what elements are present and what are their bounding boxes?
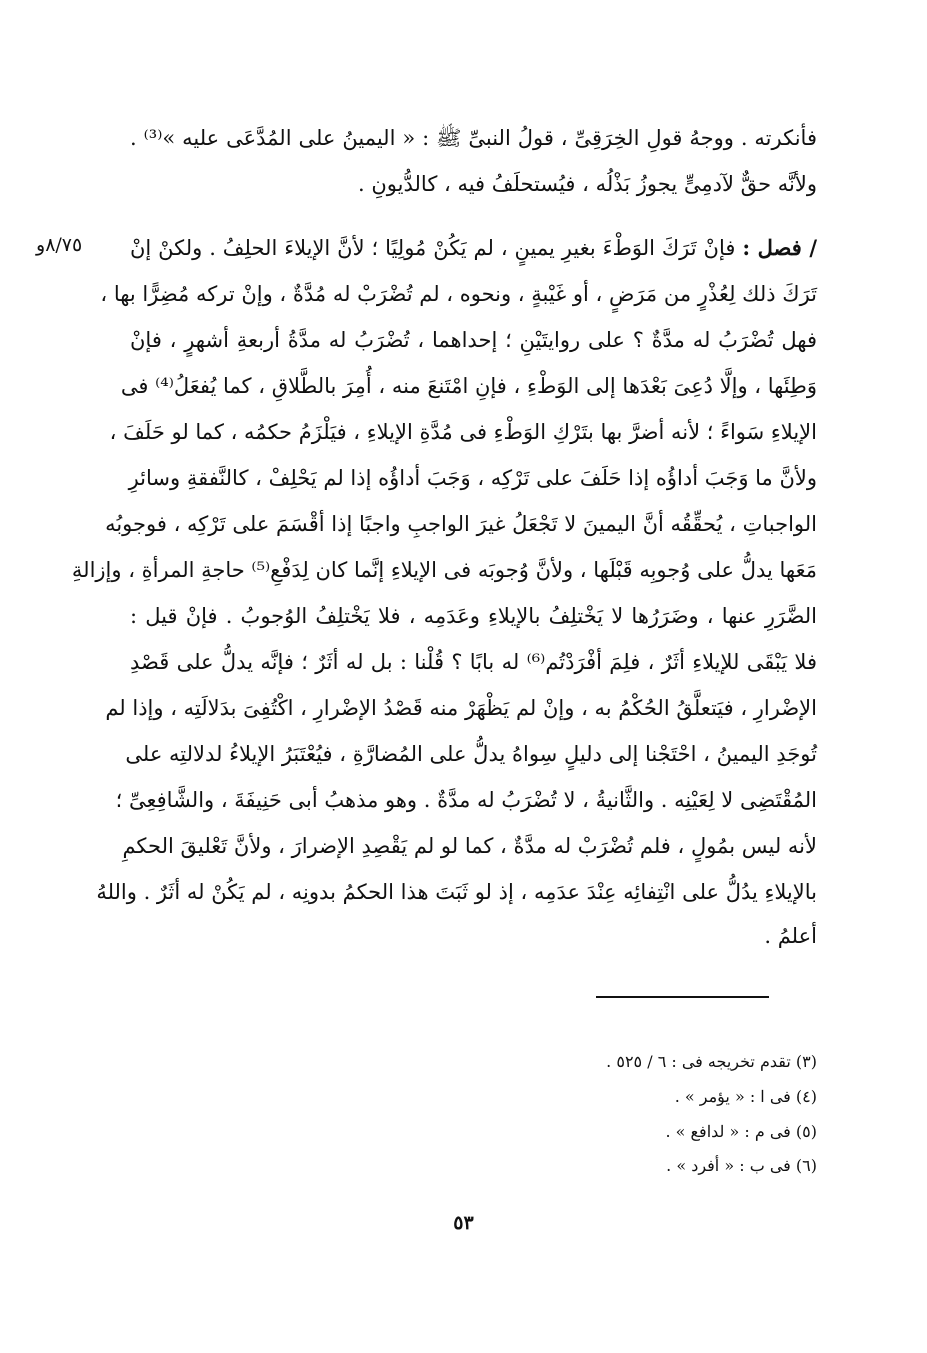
text-line: تَرَكَ ذلك لِعُذْرٍ من مَرَضٍ ، أو غَيْبةٍ ، ونحوه ، لم تُضْرَبْ له مُدَّةٌ ، وإنْ تركه مُضِرًّا بها ، — [100, 282, 817, 306]
text-line: الإيلاءِ سَواءً ؛ لأنه أضرَّ بها بتَرْكِ الوَطْءِ فى مُدَّةِ الإيلاءِ ، فيَلْزَمُ حكمُه ، كما لو حَلَفَ ، — [109, 420, 817, 444]
text-line: ولأنَّه حقٌّ لآدمِىٍّ يجوزُ بَذْلُه ، فيُستحلَفُ فيه ، كالدُّيونِ . — [358, 172, 817, 196]
text-line: فأنكرته . ووجهُ قولِ الخِرَقِىِّ ، قولُ النبىِّ ﷺ : « اليمينُ على المُدَّعَى عليه »⁽³⁾ . — [130, 126, 817, 150]
text-line: المُقْتَضِى لا لِعَيْنِه . والثَّانيةُ ، لا تُضْرَبُ له مدَّةٌ . وهو مذهبُ أبى حَنِيفَةَ ، والشَّافِعِىِّ ؛ — [115, 788, 817, 812]
footnote-divider — [596, 996, 769, 998]
text-line: أعلمُ . — [764, 924, 817, 948]
text-line: مَعَها يدلُّ على وُجوبِه قَبْلَها ، ولأنَّ وُجوبَه فى الإيلاءِ إنَّما كان لِدَفْعِ⁽⁵⁾ حاجةِ المرأةِ ، وإزالةِ — [71, 558, 817, 582]
marginal-note: ٨/٧٥و — [36, 234, 83, 256]
footnote: (٥) فى م : « لدافع » . — [665, 1122, 817, 1141]
text-line: فإنْ تَرَكَ الوَطْءَ بغيرِ يمينٍ ، لم يَكُنْ مُولِيًا ؛ لأنَّ الإيلاءَ الحلِفُ . ولكنْ إنْ — [130, 236, 736, 260]
page-number: ٥٣ — [453, 1212, 474, 1234]
footnote: (٣) تقدم تخريجه فى : ٦ / ٥٢٥ . — [606, 1052, 817, 1071]
text-line: الضَّرَرِ عنها ، وضَرَرُها لا يَخْتلِفُ بالإيلاءِ وعَدَمِه ، فلا يَخْتلِفُ الوُجوبُ . فإنْ قيل : — [130, 604, 817, 628]
section-heading: / فصل : — [742, 235, 817, 260]
text-line: لأنه ليس بمُولٍ ، فلم تُضْرَبْ له مدَّةٌ ، كما لو لم يَقْصِدِ الإضرارَ ، ولأنَّ تَعْليقَ الحكمِ — [122, 834, 817, 858]
section-first-line — [130, 232, 817, 264]
text-line: تُوجَدِ اليمينُ ، احْتَجْنا إلى دليلٍ سِواهُ يدلُّ على المُضارَّةِ ، فيُعْتَبَرُ الإيلاءُ لدلالتِه على — [125, 742, 817, 766]
text-line: فهل تُضْرَبُ له مدَّةٌ ؟ على روايتَيْنِ ؛ إحداهما ، تُضْرَبُ له مدَّةُ أربعةِ أشهرٍ ، فإنْ — [130, 328, 817, 352]
footnote: (٤) فى ا : « يؤمر » . — [674, 1087, 817, 1106]
text-line: الواجباتِ ، يُحقِّقُه أنَّ اليمينَ لا تَجْعَلُ غيرَ الواجبِ واجبًا إذا أقْسَمَ على تَرْكِه ، فوجوبُه — [105, 512, 817, 536]
text-line: فلا يَبْقَى للإيلاءِ أثَرٌ ، فلِمَ أفْرَدْتُم⁽⁶⁾ له بابًا ؟ قُلْنا : بل له أثَرٌ ؛ فإنَّه يدلُّ على قَصْدِ — [130, 650, 817, 674]
text-line: الإضْرارِ ، فيَتعلَّقُ الحُكْمُ به ، وإنْ لم يَظْهَرْ منه قَصْدُ الإضْرارِ ، اكْتُفِىَ بدَلالَتِه ، وإذا لم — [105, 696, 817, 720]
text-line: بالإيلاءِ يدُلُّ على انْتِفائِه عِنْدَ عدَمِه ، إذ لو ثَبَتَ هذا الحكمُ بدونِه ، لم يَكُنْ له أثَرٌ . واللهُ — [96, 880, 817, 904]
text-line: ولأنَّ ما وَجَبَ أداؤُه إذا حَلَفَ على تَرْكِه ، وَجَبَ أداؤُه إذا لم يَحْلِفْ ، كالنَّفقةِ وسائرِ — [128, 466, 817, 490]
text-line: وَطِئَها ، وإلَّا دُعِىَ بَعْدَها إلى الوَطْءِ ، فإنِ امْتَنعَ منه ، أُمِرَ بالطَّلاقِ ، كما يُفعَلُ⁽⁴⁾ فى — [120, 374, 817, 398]
footnote: (٦) فى ب : « أفرد » . — [666, 1156, 817, 1175]
